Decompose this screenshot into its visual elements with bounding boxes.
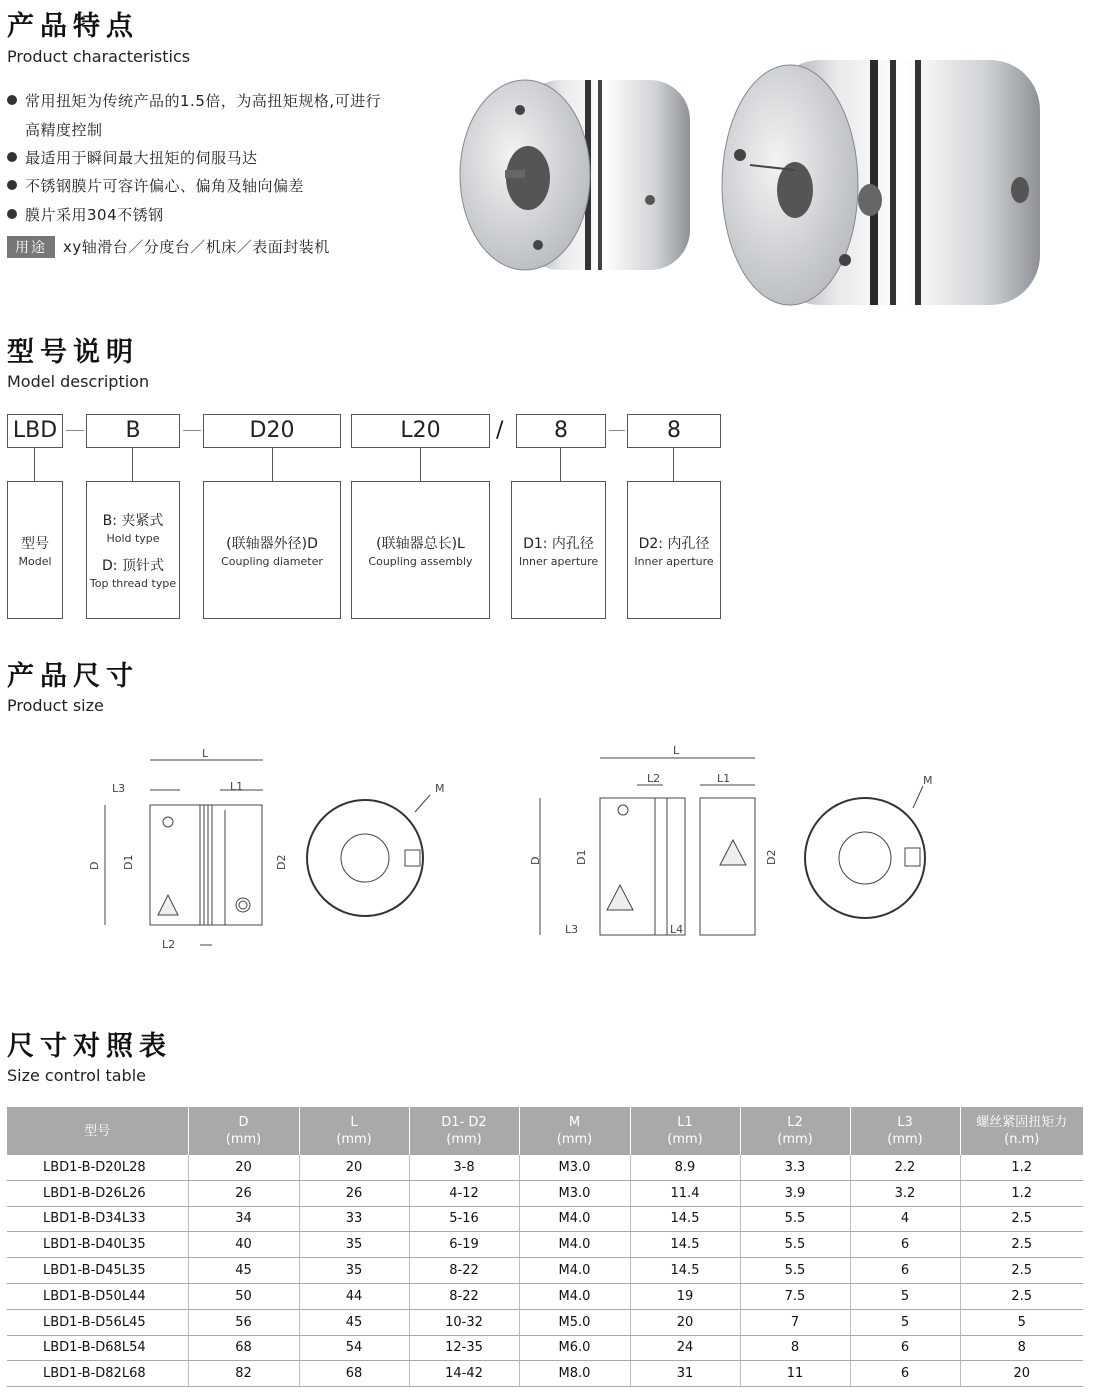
- table-cell: 35: [299, 1258, 409, 1284]
- table-cell: 31: [630, 1361, 740, 1387]
- coupling-photo-small: [460, 80, 690, 270]
- features-title-en: Product characteristics: [7, 47, 191, 66]
- svg-text:L3: L3: [565, 923, 579, 936]
- dim-label-D1: D1: [122, 854, 135, 870]
- table-cell: 5.5: [740, 1258, 850, 1284]
- features-title-cn: 产品特点: [7, 11, 139, 42]
- table-title-cn: 尺寸对照表: [7, 1031, 172, 1062]
- table-cell: 26: [188, 1180, 299, 1206]
- table-cell-model: LBD1-B-D34L33: [7, 1206, 188, 1232]
- table-header-row: [7, 1107, 1083, 1155]
- desc-box-length: (联轴器总长)L Coupling assembly: [351, 481, 490, 619]
- table-cell: M4.0: [519, 1283, 630, 1309]
- table-cell: 40: [188, 1232, 299, 1258]
- table-cell-model: LBD1-B-D56L45: [7, 1309, 188, 1335]
- connector-line: [560, 448, 561, 481]
- drawing-clamp-type: [80, 740, 460, 960]
- table-cell: M4.0: [519, 1258, 630, 1284]
- table-cell: 1.2: [960, 1155, 1083, 1180]
- table-cell: M8.0: [519, 1361, 630, 1387]
- table-cell: 20: [630, 1309, 740, 1335]
- table-cell: 56: [188, 1309, 299, 1335]
- header-l: L (mm): [299, 1107, 409, 1155]
- connector-line: [673, 448, 674, 481]
- svg-text:D2: D2: [765, 849, 778, 865]
- feature-bullet-2: 最适用于瞬间最大扭矩的伺服马达: [7, 147, 258, 168]
- table-title-en: Size control table: [7, 1066, 146, 1085]
- size-title-en: Product size: [7, 696, 104, 715]
- code-box-d1: 8: [516, 414, 606, 448]
- table-cell: 44: [299, 1283, 409, 1309]
- svg-text:L1: L1: [717, 772, 731, 785]
- product-photo: [450, 50, 1100, 310]
- desc-box-d2: D2: 内孔径 Inner aperture: [627, 481, 721, 619]
- table-cell: 8: [960, 1335, 1083, 1361]
- table-cell: 8: [740, 1335, 850, 1361]
- usage-label: 用途: [7, 236, 55, 258]
- table-cell: 8-22: [409, 1283, 519, 1309]
- connector-line: [34, 448, 35, 481]
- table-cell: 14.5: [630, 1258, 740, 1284]
- table-row: [7, 1283, 1083, 1309]
- coupling-photo-large: [722, 60, 1040, 305]
- table-cell: 33: [299, 1206, 409, 1232]
- table-cell: 6: [850, 1232, 960, 1258]
- header-model: 型号: [7, 1107, 188, 1155]
- table-cell: 14-42: [409, 1361, 519, 1387]
- table-cell-model: LBD1-B-D20L28: [7, 1155, 188, 1180]
- table-cell: 82: [188, 1361, 299, 1387]
- table-cell: 6-19: [409, 1232, 519, 1258]
- feature-bullet-3: 不锈钢膜片可容许偏心、偏角及轴向偏差: [7, 175, 304, 196]
- svg-text:L2: L2: [647, 772, 661, 785]
- desc-box-diameter: (联轴器外径)D Coupling diameter: [203, 481, 341, 619]
- header-d: D (mm): [188, 1107, 299, 1155]
- code-dash: [66, 430, 84, 431]
- table-cell: M6.0: [519, 1335, 630, 1361]
- table-cell: 3.9: [740, 1180, 850, 1206]
- table-cell-model: LBD1-B-D68L54: [7, 1335, 188, 1361]
- code-box-diameter: D20: [203, 414, 341, 448]
- bullet-dot-icon: [7, 180, 17, 190]
- table-cell: 6: [850, 1361, 960, 1387]
- bullet-dot-icon: [7, 152, 17, 162]
- table-cell: 3-8: [409, 1155, 519, 1180]
- header-l1: L1 (mm): [630, 1107, 740, 1155]
- code-dash: [609, 430, 625, 431]
- table-body: [7, 1155, 1083, 1387]
- size-table: [7, 1107, 1083, 1387]
- table-cell: 4-12: [409, 1180, 519, 1206]
- desc-box-type: B: 夹紧式 Hold type D: 顶针式 Top thread type: [86, 481, 180, 619]
- header-l3: L3 (mm): [850, 1107, 960, 1155]
- code-box-length: L20: [351, 414, 490, 448]
- table-cell: 54: [299, 1335, 409, 1361]
- table-cell: 11.4: [630, 1180, 740, 1206]
- table-cell: 7.5: [740, 1283, 850, 1309]
- header-l2: L2 (mm): [740, 1107, 850, 1155]
- table-cell: 50: [188, 1283, 299, 1309]
- table-cell: 4: [850, 1206, 960, 1232]
- table-cell: 20: [188, 1155, 299, 1180]
- table-cell: 35: [299, 1232, 409, 1258]
- table-cell: 5.5: [740, 1232, 850, 1258]
- table-cell: 11: [740, 1361, 850, 1387]
- table-cell: M4.0: [519, 1206, 630, 1232]
- table-cell: 5: [850, 1309, 960, 1335]
- table-cell: 3.2: [850, 1180, 960, 1206]
- table-cell: 2.2: [850, 1155, 960, 1180]
- table-cell: 10-32: [409, 1309, 519, 1335]
- table-cell: 20: [299, 1155, 409, 1180]
- dim-label-L2: L2: [162, 938, 176, 951]
- bullet-dot-icon: [7, 95, 17, 105]
- table-cell: 2.5: [960, 1232, 1083, 1258]
- usage-line: 用途 xy轴滑台／分度台／机床／表面封装机: [7, 236, 330, 258]
- svg-text:L: L: [673, 744, 680, 757]
- table-cell: 2.5: [960, 1206, 1083, 1232]
- table-cell: 20: [960, 1361, 1083, 1387]
- table-row: [7, 1206, 1083, 1232]
- table-cell: 1.2: [960, 1180, 1083, 1206]
- table-cell: M3.0: [519, 1180, 630, 1206]
- table-cell: 45: [299, 1309, 409, 1335]
- table-cell-model: LBD1-B-D45L35: [7, 1258, 188, 1284]
- table-cell: 2.5: [960, 1258, 1083, 1284]
- feature-bullet-1-cont: 高精度控制: [25, 121, 103, 139]
- table-cell: 5.5: [740, 1206, 850, 1232]
- table-cell: 5-16: [409, 1206, 519, 1232]
- dim-label-L3: L3: [112, 782, 126, 795]
- dim-label-L4: L4: [670, 923, 684, 936]
- table-row: [7, 1155, 1083, 1180]
- model-title-en: Model description: [7, 372, 150, 391]
- table-cell: 3.3: [740, 1155, 850, 1180]
- table-cell: 5: [960, 1309, 1083, 1335]
- table-row: [7, 1232, 1083, 1258]
- table-cell: 24: [630, 1335, 740, 1361]
- table-cell-model: LBD1-B-D50L44: [7, 1283, 188, 1309]
- table-cell: 8.9: [630, 1155, 740, 1180]
- drawing-thread-type: [525, 740, 945, 960]
- header-torque: 螺丝紧固扭矩力 (n.m): [960, 1107, 1083, 1155]
- dim-label-D: D: [88, 861, 101, 870]
- table-cell: 6: [850, 1258, 960, 1284]
- feature-bullet-1: 常用扭矩为传统产品的1.5倍，为高扭矩规格,可进行: [7, 90, 381, 111]
- connector-line: [420, 448, 421, 481]
- table-cell: 5: [850, 1283, 960, 1309]
- connector-line: [272, 448, 273, 481]
- connector-line: [132, 448, 133, 481]
- dim-label-L: L: [202, 747, 209, 760]
- table-cell: 34: [188, 1206, 299, 1232]
- table-cell: 14.5: [630, 1206, 740, 1232]
- code-slash: /: [496, 418, 504, 443]
- desc-box-series: 型号 Model: [7, 481, 63, 619]
- table-cell: 26: [299, 1180, 409, 1206]
- table-cell: 8-22: [409, 1258, 519, 1284]
- table-cell-model: LBD1-B-D40L35: [7, 1232, 188, 1258]
- bullet-dot-icon: [7, 209, 17, 219]
- table-cell: 6: [850, 1335, 960, 1361]
- feature-bullet-4: 膜片采用304不锈钢: [7, 204, 164, 225]
- code-dash: [183, 430, 201, 431]
- table-cell: 45: [188, 1258, 299, 1284]
- table-cell: M3.0: [519, 1155, 630, 1180]
- table-row: [7, 1309, 1083, 1335]
- svg-text:D1: D1: [575, 849, 588, 865]
- desc-box-d1: D1: 内孔径 Inner aperture: [511, 481, 606, 619]
- dim-label-D2: D2: [275, 854, 288, 870]
- size-title-cn: 产品尺寸: [7, 661, 139, 692]
- table-cell-model: LBD1-B-D82L68: [7, 1361, 188, 1387]
- header-m: M (mm): [519, 1107, 630, 1155]
- code-box-type: B: [86, 414, 180, 448]
- table-cell: M5.0: [519, 1309, 630, 1335]
- svg-text:D: D: [529, 856, 542, 865]
- table-cell: 12-35: [409, 1335, 519, 1361]
- dim-label-L1: L1: [230, 780, 244, 793]
- table-cell: 19: [630, 1283, 740, 1309]
- table-cell: 14.5: [630, 1232, 740, 1258]
- table-cell: 2.5: [960, 1283, 1083, 1309]
- table-cell: 68: [299, 1361, 409, 1387]
- svg-text:M: M: [923, 774, 933, 787]
- table-row: [7, 1258, 1083, 1284]
- model-title-cn: 型号说明: [7, 337, 139, 368]
- code-box-d2: 8: [627, 414, 721, 448]
- code-box-series: LBD: [7, 414, 63, 448]
- table-cell-model: LBD1-B-D26L26: [7, 1180, 188, 1206]
- header-d1-d2: D1- D2 (mm): [409, 1107, 519, 1155]
- table-cell: 7: [740, 1309, 850, 1335]
- table-cell: M4.0: [519, 1232, 630, 1258]
- table-row: [7, 1180, 1083, 1206]
- table-row: [7, 1361, 1083, 1387]
- table-cell: 68: [188, 1335, 299, 1361]
- table-row: [7, 1335, 1083, 1361]
- dim-label-M: M: [435, 782, 445, 795]
